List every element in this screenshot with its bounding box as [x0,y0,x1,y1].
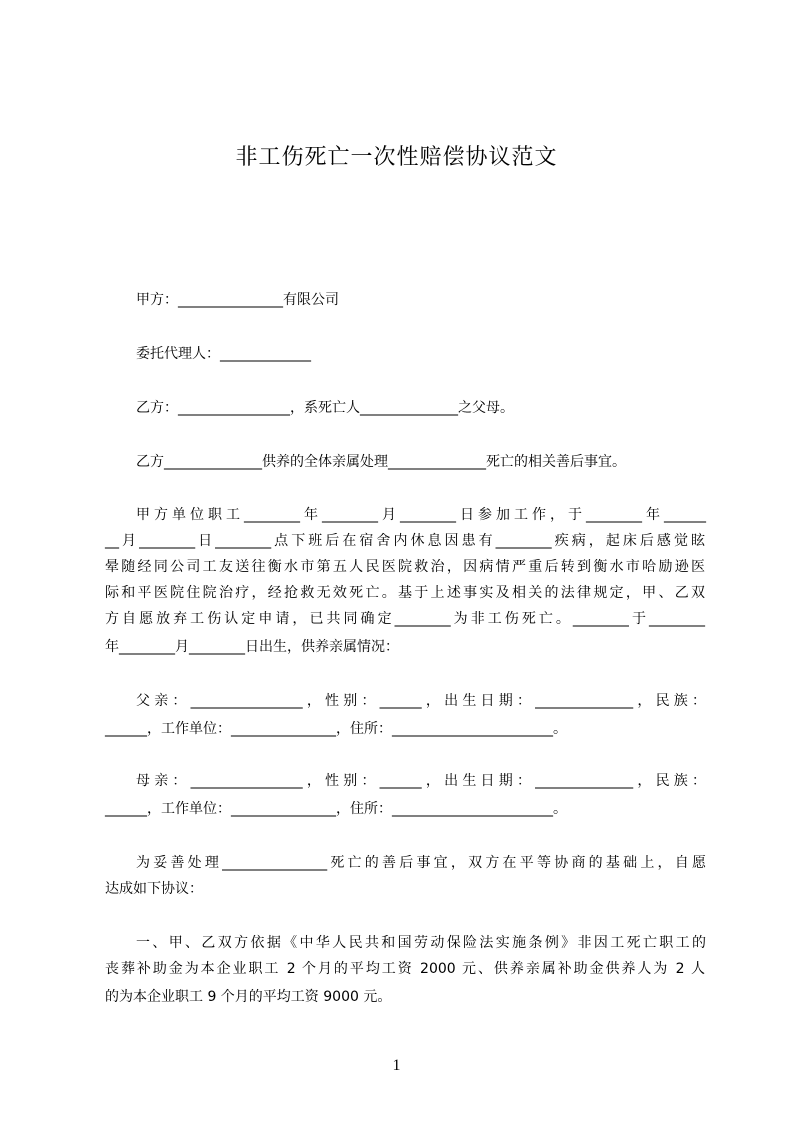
clause-one-line: 丧葬补助金为本企业职工 2 个月的平均工资 2000 元、供养亲属补助金供养人为 2 人 [105,961,705,977]
party-a-line: 甲方：_______________有限公司 [136,292,339,308]
party-b-scope-line: 乙方______________供养的全体亲属处理______________死亡的相关善后事宜。 [136,454,626,470]
mother-info-line: ______，工作单位：_______________，住所：_______________________。 [105,801,567,817]
paragraph-line: 年________月________日出生，供养亲属情况： [105,639,399,655]
paragraph-line: 际和平医院住院治疗，经抢救无效死亡。基于上述事实及相关的法律规定，甲、乙双 [105,585,705,601]
mother-info-line: 母亲：________________，性别：______，出生日期：______________，民族： [136,773,706,789]
father-info-line: 父亲：________________，性别：______，出生日期：______________，民族： [136,693,706,709]
paragraph-line: 达成如下协议： [105,881,203,897]
paragraph-line: 方自愿放弃工伤认定申请，已共同确定________为非工伤死亡。________于________ [105,611,705,627]
clause-one-line: 的为本企业职工 9 个月的平均工资 9000 元。 [105,989,392,1005]
clause-one-line: 一、甲、乙双方依据《中华人民共和国劳动保险法实施条例》非因工死亡职工的 [136,935,706,951]
paragraph-line: 甲方单位职工________年________月________日参加工作，于________年______ [136,507,706,523]
page-number: 1 [392,1057,401,1074]
party-b-line: 乙方：________________，系死亡人______________之父母。 [136,400,514,416]
father-info-line: ______，工作单位：_______________，住所：_______________________。 [105,721,567,737]
paragraph-line: __月________日________点下班后在宿舍内休息因患有________疾病，起床后感觉眩 [105,533,705,549]
paragraph-line: 为妥善处理_______________死亡的善后事宜，双方在平等协商的基础上，自愿 [136,855,706,871]
document-title: 非工伤死亡一次性赔偿协议范文 [235,145,558,170]
paragraph-line: 晕随经同公司工友送往衡水市第五人民医院救治，因病情严重后转到衡水市哈励逊医 [105,559,705,575]
agent-line: 委托代理人：_____________ [136,346,311,362]
